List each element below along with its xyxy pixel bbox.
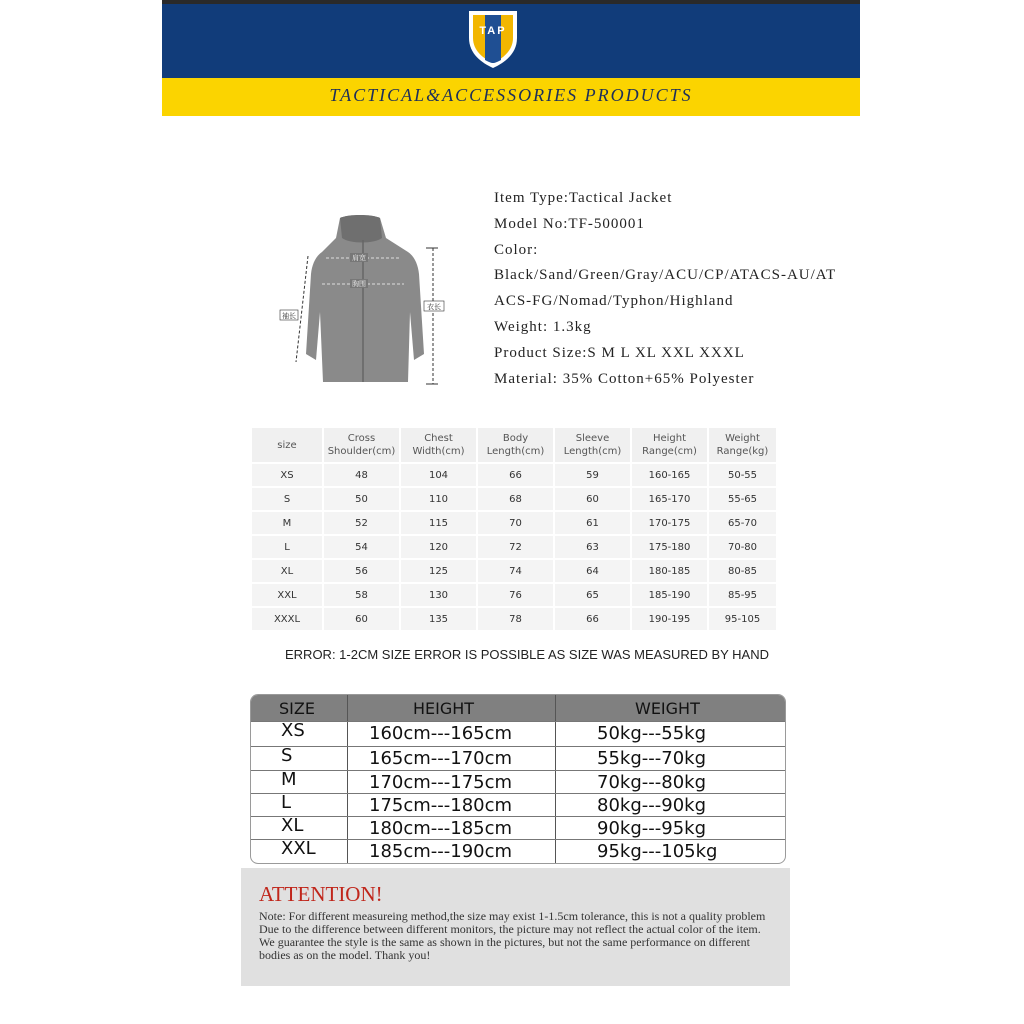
table-cell: 60 [324, 608, 399, 630]
table-cell: 50-55 [709, 464, 776, 486]
height-cell: 180cm---185cm [369, 818, 513, 839]
length-label: 衣长 [427, 303, 441, 311]
logo-shield-center [485, 15, 501, 63]
table-cell: 125 [401, 560, 476, 582]
table-cell: 104 [401, 464, 476, 486]
table-cell: 85-95 [709, 584, 776, 606]
table-cell: 65 [555, 584, 630, 606]
table-row [252, 536, 776, 558]
color-list-line2: ACS-FG/Nomad/Typhon/Highland [494, 293, 734, 310]
product-material: Material: 35% Cotton+65% Polyester [494, 370, 755, 387]
table-cell: 190-195 [632, 608, 707, 630]
table-row [251, 839, 785, 862]
table-cell: 66 [555, 608, 630, 630]
table-cell: XS [252, 464, 322, 486]
size-table-header-cell: Weight Range(kg) [709, 428, 776, 462]
table-cell: 170-175 [632, 512, 707, 534]
table-cell: 65-70 [709, 512, 776, 534]
product-size: Product Size:S M L XL XXL XXXL [494, 344, 745, 361]
table-cell: 68 [478, 488, 553, 510]
jacket-diagram [278, 212, 448, 392]
table-cell: 59 [555, 464, 630, 486]
table-cell: 72 [478, 536, 553, 558]
size-chart-table [250, 426, 778, 632]
height-cell: 165cm---170cm [369, 748, 513, 769]
table-cell: 175-180 [632, 536, 707, 558]
color-list-line1: Black/Sand/Green/Gray/ACU/CP/ATACS-AU/AT [494, 267, 837, 284]
table-cell: XL [252, 560, 322, 582]
size-table-header-cell: Body Length(cm) [478, 428, 553, 462]
table-cell: 80-85 [709, 560, 776, 582]
weight-cell: 80kg---90kg [597, 795, 706, 816]
table-row [251, 793, 785, 816]
sleeve-label: 袖长 [282, 312, 296, 320]
model-number: Model No:TF-500001 [494, 215, 645, 232]
table-cell: 58 [324, 584, 399, 606]
error-note: ERROR: 1-2CM SIZE ERROR IS POSSIBLE AS SIZE WAS MEASURED BY HAND [285, 647, 769, 662]
header-weight: WEIGHT [635, 699, 700, 718]
brand-logo [466, 8, 520, 70]
header-title: TACTICAL&ACCESSORIES PRODUCTS [329, 85, 693, 105]
height-cell: 160cm---165cm [369, 723, 513, 744]
table-row [251, 746, 785, 769]
attention-note: Note: For different measureing method,the size may exist 1-1.5cm tolerance, this is not a quality problem Due to the difference between different monitors, the picture may not reflect the actual color of the item. We guarantee the style is the same as shown in the pictures, but not the same performance on different bodies as on the model. Thank you! [259, 909, 766, 962]
table-row [251, 770, 785, 793]
table-cell: 55-65 [709, 488, 776, 510]
header-height: HEIGHT [413, 699, 475, 718]
table-cell: 61 [555, 512, 630, 534]
size-cell: XXL [281, 838, 316, 859]
table-row [251, 816, 785, 839]
table-cell: 185-190 [632, 584, 707, 606]
color-label: Color: [494, 241, 539, 258]
table-cell: 54 [324, 536, 399, 558]
size-table-header-cell: Cross Shoulder(cm) [324, 428, 399, 462]
table-cell: 180-185 [632, 560, 707, 582]
weight-cell: 50kg---55kg [597, 723, 706, 744]
table-cell: 120 [401, 536, 476, 558]
shoulder-label: 肩宽 [352, 254, 366, 262]
jacket-hood [340, 215, 382, 243]
table-cell: 64 [555, 560, 630, 582]
table-cell: 160-165 [632, 464, 707, 486]
table-cell: 60 [555, 488, 630, 510]
table-cell: 63 [555, 536, 630, 558]
table-cell: 70-80 [709, 536, 776, 558]
height-cell: 175cm---180cm [369, 795, 513, 816]
table-cell: 50 [324, 488, 399, 510]
size-table-header-cell: Chest Width(cm) [401, 428, 476, 462]
table-cell: 165-170 [632, 488, 707, 510]
table-cell: XXXL [252, 608, 322, 630]
table-cell: 78 [478, 608, 553, 630]
table-cell: XXL [252, 584, 322, 606]
item-type: Item Type:Tactical Jacket [494, 190, 673, 206]
size-table-header-cell: Sleeve Length(cm) [555, 428, 630, 462]
table-cell: 130 [401, 584, 476, 606]
table-row [252, 608, 776, 630]
logo-text: TAP [479, 25, 507, 37]
size-cell: L [281, 792, 292, 813]
table-cell: 74 [478, 560, 553, 582]
size-table-header-cell: size [252, 428, 322, 462]
size-table-header [252, 428, 776, 462]
size-cell: XS [281, 720, 305, 741]
height-weight-chart [250, 694, 786, 864]
size-table-header-cell: Height Range(cm) [632, 428, 707, 462]
table-cell: 115 [401, 512, 476, 534]
product-weight: Weight: 1.3kg [494, 318, 592, 335]
table-cell: 48 [324, 464, 399, 486]
table-cell: S [252, 488, 322, 510]
product-info [494, 186, 854, 392]
header-size: SIZE [279, 699, 315, 718]
height-cell: 170cm---175cm [369, 772, 513, 793]
table-cell: 56 [324, 560, 399, 582]
chest-label: 胸围 [352, 280, 366, 288]
table-cell: L [252, 536, 322, 558]
weight-cell: 90kg---95kg [597, 818, 706, 839]
table-cell: 70 [478, 512, 553, 534]
measure-sleeve-line [296, 256, 308, 362]
table-cell: 95-105 [709, 608, 776, 630]
attention-box [241, 868, 790, 986]
size-cell: S [281, 745, 293, 766]
weight-cell: 70kg---80kg [597, 772, 706, 793]
table-cell: 135 [401, 608, 476, 630]
attention-title: ATTENTION! [259, 882, 383, 906]
weight-cell: 55kg---70kg [597, 748, 706, 769]
table-cell: 52 [324, 512, 399, 534]
table-row [252, 464, 776, 486]
table-row [252, 584, 776, 606]
table-cell: 76 [478, 584, 553, 606]
weight-cell: 95kg---105kg [597, 841, 718, 862]
table-row [251, 721, 785, 744]
height-cell: 185cm---190cm [369, 841, 513, 862]
table-row [252, 512, 776, 534]
size-cell: XL [281, 815, 304, 836]
table-row [252, 560, 776, 582]
table-cell: M [252, 512, 322, 534]
size-cell: M [281, 769, 297, 790]
table-row [252, 488, 776, 510]
table-cell: 66 [478, 464, 553, 486]
chart-header-row [251, 695, 785, 721]
table-cell: 110 [401, 488, 476, 510]
header-photo-strip [162, 0, 860, 4]
